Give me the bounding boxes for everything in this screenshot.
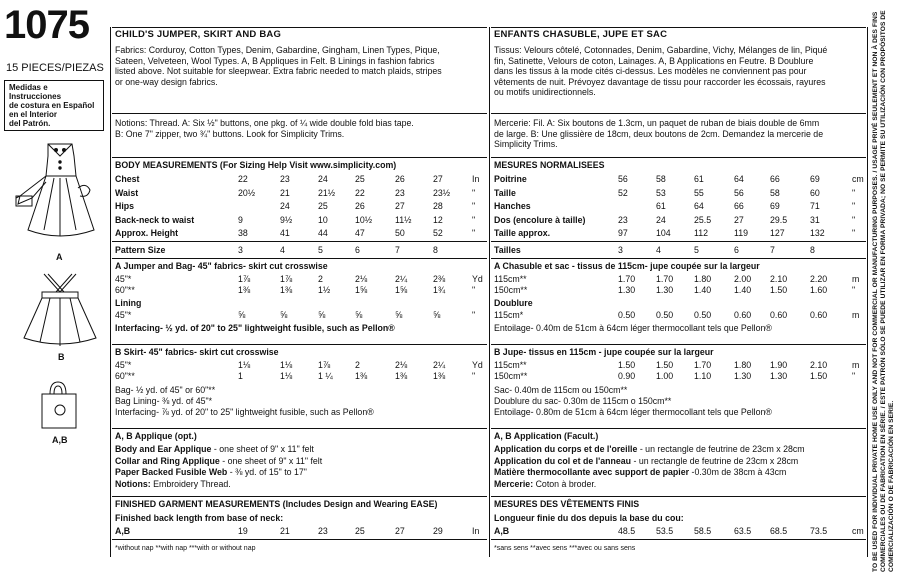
row-value: 1.50 [618, 360, 636, 370]
row-value: 11½ [395, 214, 412, 225]
row-value: 2¼ [395, 274, 408, 284]
row-unit: Yd [472, 360, 483, 370]
row-value: 1⅝ [395, 285, 408, 295]
row-value: 0.50 [694, 310, 712, 320]
row-unit: " [852, 214, 856, 225]
row-unit: cm [852, 526, 864, 536]
row-value: 1⅛ [280, 360, 293, 370]
row-label: Waist [115, 187, 139, 198]
row-label: Approx. Height [115, 228, 179, 238]
applique-detail: - ⅜ yd. of 15" to 17" [229, 467, 307, 477]
row-value: 2 [355, 360, 360, 370]
row-value: 0.90 [618, 371, 636, 381]
fr-title: ENFANTS CHASUBLE, JUPE ET SAC [494, 29, 668, 40]
row-unit: " [852, 228, 856, 238]
en-finished-title: FINISHED GARMENT MEASUREMENTS (Includes Design and Wearing EASE) [115, 499, 438, 509]
size-value: 8 [810, 245, 815, 255]
row-value: 50 [395, 228, 405, 238]
applique-name: Mercerie: [494, 478, 534, 489]
row-value: 47 [355, 228, 365, 238]
applique-name: Notions: [115, 478, 151, 489]
size-value: 6 [734, 245, 739, 255]
row-value: 58 [656, 174, 666, 184]
row-value: 1½ [318, 285, 331, 295]
size-value: 7 [770, 245, 775, 255]
row-unit: In [472, 526, 480, 536]
row-value: 61 [656, 201, 666, 211]
row-value: ⅝ [433, 310, 441, 320]
row-value: 53.5 [656, 526, 674, 536]
size-row [0, 245, 915, 256]
row-value: 2¼ [433, 360, 446, 370]
en-title: CHILD'S JUMPER, SKIRT AND BAG [115, 29, 282, 40]
row-value: 1 [238, 371, 243, 381]
row-label: Hips [115, 201, 135, 211]
view-a-label: A [56, 252, 63, 262]
applique-detail: - un rectangle de feutrine de 23cm x 28cm [639, 444, 805, 454]
size-value: 3 [238, 245, 243, 255]
row-label: A,B [494, 526, 510, 536]
row-value: 2⅜ [433, 274, 446, 284]
applique-item [494, 444, 805, 455]
applique-name: Collar and Ring Applique [115, 455, 220, 466]
row-value: 1.50 [810, 371, 828, 381]
row-value: 19 [238, 526, 248, 536]
row-value: 27 [395, 526, 405, 536]
row-value: 56 [734, 187, 744, 198]
row-value: 24 [318, 174, 328, 184]
fr-view-b-title: B Jupe- tissus en 115cm - jupe coupée sur la largeur [494, 347, 714, 357]
row-value: 1⅜ [433, 371, 446, 381]
applique-name: Body and Ear Applique [115, 444, 212, 454]
row-value: 97 [618, 228, 628, 238]
row-unit: Yd [472, 274, 483, 284]
fr-finished-title: MESURES DES VÊTEMENTS FINIS [494, 499, 640, 509]
row-value: 26 [395, 174, 405, 184]
row-unit: " [472, 371, 476, 381]
row-value: 25 [355, 526, 365, 536]
size-value: 4 [280, 245, 285, 255]
row-value: 2⅛ [395, 360, 408, 370]
row-value: 22 [238, 174, 248, 184]
piece-count: 15 PIECES/PIEZAS [6, 62, 104, 74]
row-value: 2⅛ [355, 274, 368, 284]
row-value: 2.20 [810, 274, 828, 284]
row-value: ⅝ [355, 310, 363, 320]
fr-bag-lining: Doublure du sac- 0.30m de 115cm o 150cm** [494, 396, 672, 406]
row-value: 58.5 [694, 526, 712, 536]
size-value: 5 [318, 245, 323, 255]
size-value: 4 [656, 245, 661, 255]
row-label: 45"* [115, 360, 132, 370]
row-value: 27 [734, 214, 744, 225]
table-row [0, 174, 915, 185]
row-value: 1.60 [810, 285, 828, 295]
row-value: 25 [355, 174, 365, 184]
row-unit: " [472, 228, 476, 238]
row-value: 0.60 [810, 310, 828, 320]
fr-lining: Doublure [494, 298, 533, 308]
row-value: 1.70 [656, 274, 674, 284]
row-value: 23 [395, 187, 405, 198]
row-value: 55 [694, 187, 704, 198]
row-label: Hanches [494, 201, 531, 211]
row-label: 45"* [115, 310, 132, 320]
row-unit: In [472, 174, 480, 184]
row-value: 20½ [238, 187, 256, 198]
row-label: 115cm** [494, 274, 527, 284]
en-body-measurements-title: BODY MEASUREMENTS (For Sizing Help Visit www.simplicity.com) [115, 160, 397, 170]
row-value: 38 [238, 228, 248, 238]
row-value: 58 [770, 187, 780, 198]
row-value: 1.70 [618, 274, 636, 284]
row-value: ⅝ [280, 310, 288, 320]
fr-a-interfacing: Entoilage- 0.40m de 51cm à 64cm léger thermocollant tels que Pellon® [494, 323, 772, 333]
row-value: 31 [810, 214, 820, 225]
row-value: 1.80 [694, 274, 712, 284]
fr-notions: Mercerie: Fil. A: Six boutons de 1.3cm, un paquet de ruban de biais double de 6mm de large. B: Une glissière de 18cm, deux boutons de 2cm. Demandez la mercerie de Simplicity Trims. [494, 118, 824, 149]
fr-fabrics: Tissus: Velours côtelé, Cotonnades, Denim, Gabardine, Vichy, Mélanges de lin, Piqué fin, Satinette, Velours de coton, Lainages. A, B Applications en Feutre. B Doublure dans les tissus à la mode cités ci-dessus. Les modèles ne conviennent pas pour vêtements de nuit. Prévoyez davantage de tissu pour raccorder les écossais, rayures ou motifs unidirectionnels. [494, 45, 828, 97]
row-value: 1⅞ [318, 360, 331, 370]
row-value: 53 [656, 187, 666, 198]
row-value: 2 [318, 274, 323, 284]
row-value: 73.5 [810, 526, 828, 536]
applique-detail: - un rectangle de feutrine de 23cm x 28cm [633, 455, 799, 466]
row-value: 41 [280, 228, 290, 238]
row-value: 21 [280, 526, 290, 536]
applique-item [494, 467, 786, 478]
row-value: ⅝ [318, 310, 326, 320]
en-b-interfacing: Interfacing- ⅞ yd. of 20" to 25" lightweight fusible, such as Pellon® [115, 407, 374, 417]
row-value: 60 [810, 187, 820, 198]
applique-name: Matière thermocollante avec support de papier [494, 467, 690, 477]
row-unit: m [852, 310, 860, 320]
row-value: 112 [694, 228, 709, 238]
row-value: 1.50 [656, 360, 674, 370]
size-value: 5 [694, 245, 699, 255]
bag-sketch [38, 380, 82, 432]
row-value: 9½ [280, 214, 293, 225]
row-value: 21 [280, 187, 290, 198]
fr-bag: Sac- 0.40m de 115cm ou 150cm** [494, 385, 628, 395]
row-value: 0.60 [734, 310, 752, 320]
row-unit: cm [852, 174, 864, 184]
size-value: 3 [618, 245, 623, 255]
en-finished-sub: Finished back length from base of neck: [115, 513, 284, 523]
applique-item [494, 456, 798, 467]
fr-applique-title: A, B Application (Facult.) [494, 431, 599, 441]
size-label: Tailles [494, 245, 521, 255]
row-label: 60"** [115, 371, 135, 381]
row-value: 28 [433, 201, 443, 211]
row-value: 1.80 [734, 360, 752, 370]
table-row [0, 360, 915, 371]
applique-detail: Embroidery Thread. [153, 478, 231, 489]
row-label: 45"* [115, 274, 132, 284]
table-row [0, 310, 915, 321]
row-value: 1.40 [694, 285, 712, 295]
row-value: 23 [318, 526, 328, 536]
row-value: 127 [770, 228, 785, 238]
pattern-number: 1075 [4, 3, 89, 47]
applique-item [115, 444, 314, 455]
applique-item [115, 479, 231, 490]
row-unit: " [472, 187, 476, 198]
view-ab-label: A,B [52, 435, 68, 445]
row-value: 1.50 [770, 285, 788, 295]
row-unit: " [852, 201, 856, 211]
row-value: 1.30 [770, 371, 788, 381]
row-value: 1⅜ [355, 371, 368, 381]
row-value: 1¾ [433, 285, 446, 295]
table-row [0, 201, 915, 212]
row-value: 24 [656, 214, 666, 225]
row-value: 23½ [433, 187, 451, 198]
row-value: 1.40 [734, 285, 752, 295]
row-value: 61 [694, 174, 704, 184]
usage-disclaimer: TO BE USED FOR INDIVIDUAL PRIVATE HOME USE ONLY AND NOT FOR COMMERCIAL OR MANUFACTURING PURPOSES. / USAGE PRIVÉ SEULEMENT ET NON À DES FINS COMMERCIALES OU DE FABRICATION EN SÉRIE. / ESTE PATRÓN SÓLO SE PUEDE UTILIZAR EN FORMA PRIVADA; NO SE PERMITE SU UTILIZACIÓN CON PROPÓSITOS DE COMERCIALIZACIÓN O DE FABRICACIÓN EN SERIE. [872, 10, 895, 572]
row-unit: " [472, 285, 476, 295]
en-applique-title: A, B Applique (opt.) [115, 431, 197, 441]
row-unit: m [852, 360, 860, 370]
row-value: 64 [694, 201, 704, 211]
row-value: 68.5 [770, 526, 788, 536]
row-value: 27 [395, 201, 405, 211]
row-label: 115cm* [494, 310, 524, 320]
row-label: Chest [115, 174, 140, 184]
row-label: Taille [494, 187, 516, 198]
row-value: 1⅜ [280, 285, 293, 295]
row-label: 150cm** [494, 371, 528, 381]
en-view-b-title: B Skirt- 45" fabrics- skirt cut crosswise [115, 347, 279, 357]
en-fabrics: Fabrics: Corduroy, Cotton Types, Denim, Gabardine, Gingham, Linen Types, Pique, Sateen, Velveteen, Wool Types. A, B Appliques in Felt. B Linings in fashion fabrics listed above. Not suitable for sleepwear. Extra fabric needed to match plaids, stripes or one-way design fabrics. [115, 45, 442, 87]
row-unit: " [852, 285, 856, 295]
row-value: 2.10 [810, 360, 828, 370]
size-label: Pattern Size [115, 245, 166, 255]
row-value: ⅝ [395, 310, 403, 320]
applique-detail: - one sheet of 9" x 11" felt [222, 455, 323, 466]
row-value: 44 [318, 228, 328, 238]
row-value: 24 [280, 201, 290, 211]
row-label: A,B [115, 526, 131, 536]
row-value: 29 [433, 526, 443, 536]
row-value: 52 [433, 228, 443, 238]
row-label: Dos (encolure à taille) [494, 214, 586, 225]
row-unit: " [472, 201, 476, 211]
table-row [0, 371, 915, 382]
row-value: 12 [433, 214, 443, 225]
table-row [0, 215, 915, 226]
row-value: 23 [280, 174, 290, 184]
applique-item [115, 456, 322, 467]
row-label: 115cm** [494, 360, 527, 370]
row-value: 48.5 [618, 526, 636, 536]
row-value: 1⅜ [395, 371, 408, 381]
row-value: 1⅛ [280, 371, 293, 381]
row-value: 1.30 [656, 285, 674, 295]
row-value: 9 [238, 214, 243, 225]
applique-name: Application du col et de l'anneau [494, 455, 631, 466]
row-value: 29.5 [770, 214, 788, 225]
row-value: 0.60 [770, 310, 788, 320]
size-value: 8 [433, 245, 438, 255]
row-value: 52 [618, 187, 628, 198]
row-value: 66 [734, 201, 744, 211]
row-value: 25.5 [694, 214, 712, 225]
row-value: 1⅛ [238, 360, 251, 370]
row-value: 22 [355, 187, 365, 198]
table-row [0, 526, 915, 537]
row-label: 150cm** [494, 285, 528, 295]
row-value: 27 [433, 174, 443, 184]
applique-name: Application du corps et de l'oreille [494, 444, 638, 454]
row-value: 1.00 [656, 371, 674, 381]
row-value: 21½ [318, 187, 336, 198]
row-value: 0.50 [656, 310, 674, 320]
table-row [0, 188, 915, 199]
row-value: 1 ¼ [318, 371, 333, 381]
table-row [0, 285, 915, 296]
row-value: 1.10 [694, 371, 712, 381]
view-b-label: B [58, 352, 65, 362]
row-value: 119 [734, 228, 749, 238]
row-value: ⅝ [238, 310, 246, 320]
row-value: 104 [656, 228, 671, 238]
row-value: 2.10 [770, 274, 788, 284]
row-unit: " [852, 187, 856, 198]
fr-finished-sub: Longueur finie du dos depuis la base du cou: [494, 513, 684, 523]
size-value: 6 [355, 245, 360, 255]
row-value: 56 [618, 174, 628, 184]
applique-detail: -0.30m de 38cm à 43cm [691, 467, 787, 477]
en-a-interfacing: Interfacing- ½ yd. of 20" to 25" lightweight fusible, such as Pellon® [115, 323, 395, 333]
row-label: Back-neck to waist [115, 214, 195, 225]
en-footnote: *without nap **with nap ***with or without nap [115, 545, 256, 552]
en-bag: Bag- ½ yd. of 45" or 60"** [115, 385, 216, 395]
applique-name: Paper Backed Fusible Web [115, 467, 228, 477]
row-value: 63.5 [734, 526, 752, 536]
row-unit: " [472, 310, 476, 320]
row-value: 1⅞ [280, 274, 293, 284]
row-value: 2.00 [734, 274, 752, 284]
en-lining: Lining [115, 298, 142, 308]
table-row [0, 228, 915, 239]
en-notions: Notions: Thread. A: Six ½" buttons, one pkg. of ¼ wide double fold bias tape. B: One 7" zipper, two ¾" buttons. Look for Simplicity Trims. [115, 118, 414, 139]
size-value: 7 [395, 245, 400, 255]
row-value: 1⅞ [238, 274, 251, 284]
applique-item [494, 479, 596, 490]
row-label: 60"** [115, 285, 135, 295]
row-value: 132 [810, 228, 825, 238]
table-row [0, 274, 915, 285]
row-label: Poitrine [494, 174, 527, 184]
applique-detail: Coton à broder. [535, 478, 597, 489]
row-value: 69 [810, 174, 820, 184]
row-value: 66 [770, 174, 780, 184]
row-unit: m [852, 274, 860, 284]
en-bag-lining: Bag Lining- ⅜ yd. of 45"* [115, 396, 213, 406]
en-view-a-title: A Jumper and Bag- 45" fabrics- skirt cut crosswise [115, 261, 328, 271]
row-value: 64 [734, 174, 744, 184]
row-value: 10 [318, 214, 328, 225]
row-value: 1.90 [770, 360, 788, 370]
row-value: 1.30 [734, 371, 752, 381]
fr-b-interfacing: Entoilage- 0.80m de 51cm à 64cm léger thermocollant tels que Pellon® [494, 407, 772, 417]
fr-footnote: *sans sens **avec sens ***avec ou sans sens [494, 545, 636, 552]
row-unit: " [852, 371, 856, 381]
row-value: 71 [810, 201, 820, 211]
row-value: 1.70 [694, 360, 712, 370]
row-value: 1⅜ [238, 285, 251, 295]
applique-detail: - one sheet of 9" x 11" felt [213, 444, 314, 454]
row-value: 25 [318, 201, 328, 211]
row-value: 1.30 [618, 285, 636, 295]
row-value: 23 [618, 214, 628, 225]
spanish-instructions-box: Medidas e Instrucciones de costura en Español en el Interior del Patrón. [4, 80, 104, 131]
fr-body-measurements-title: MESURES NORMALISEES [494, 160, 605, 170]
row-value: 1⅝ [355, 285, 368, 295]
row-value: 26 [355, 201, 365, 211]
applique-item [115, 467, 307, 478]
row-label: Taille approx. [494, 228, 551, 238]
row-unit: " [472, 214, 476, 225]
row-value: 10½ [355, 214, 373, 225]
fr-view-a-title: A Chasuble et sac - tissus de 115cm- jupe coupée sur la largeur [494, 261, 760, 271]
row-value: 0.50 [618, 310, 636, 320]
row-value: 69 [770, 201, 780, 211]
